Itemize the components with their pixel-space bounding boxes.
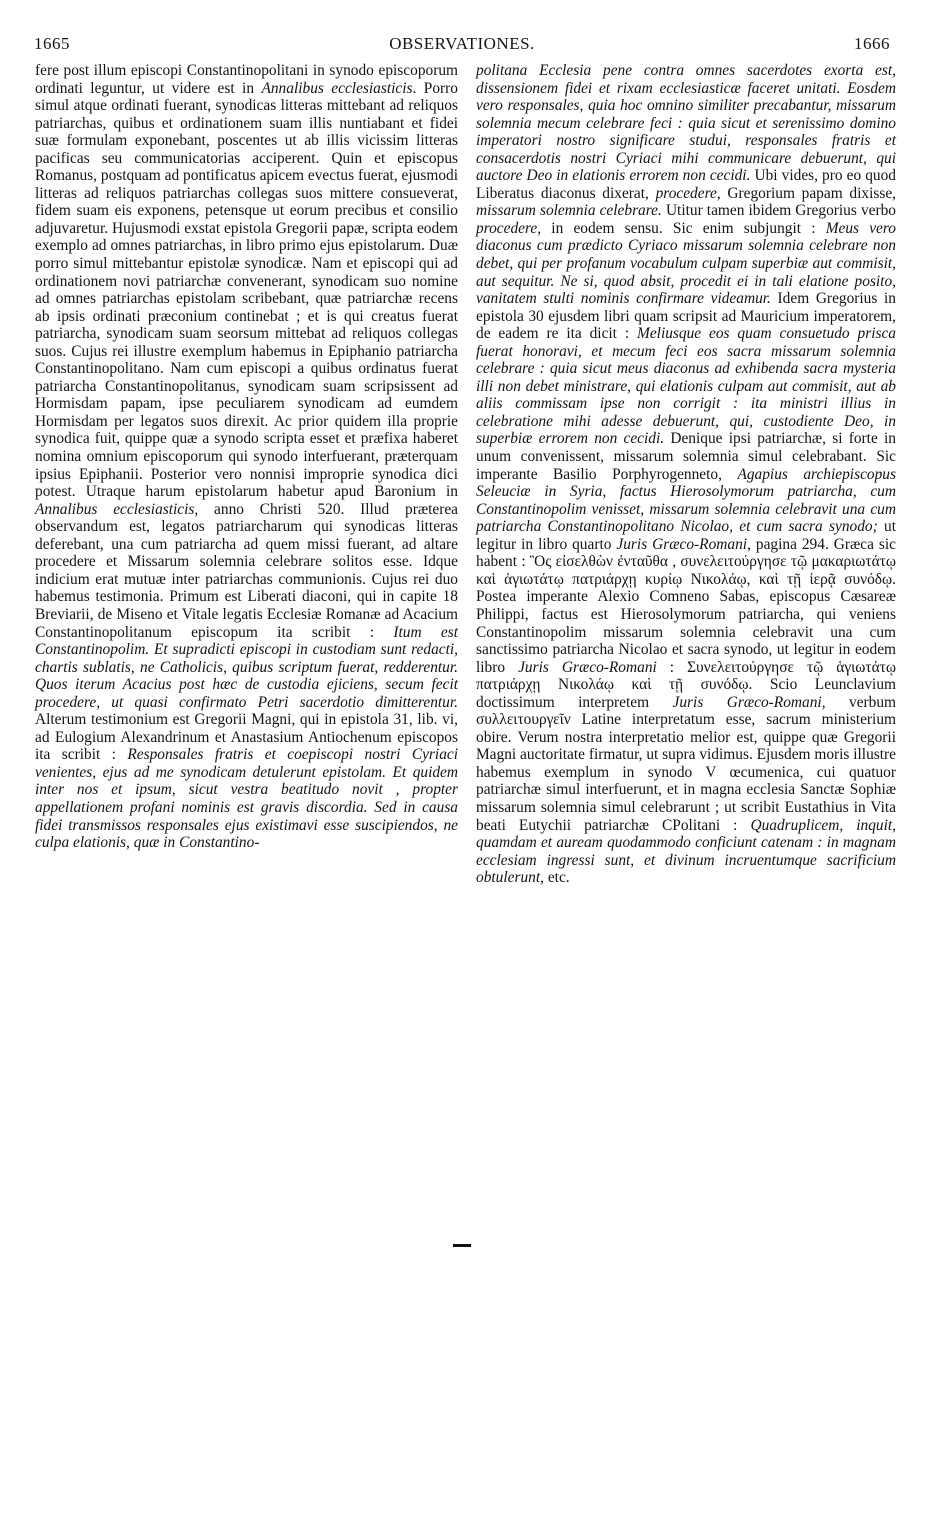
italic-run: Annalibus ecclesiasticis [261,79,413,97]
text-run: etc. [543,869,570,887]
italic-run: Meliusque eos quam consuetudo prisca fuerat honoravi, et mecum feci eos sacra missarum solemnia celebrare : quia sicut meus diaconus ad exhibenda sacra mysteria illi non debet ministrare, qui elationis culpam aut commisit, aut ab aliis commissam ipse non corrigit : ita ministri illius in celebratione mihi adesse debuerunt, qui, custodiente Deo, in superbiæ errorem non cecidi. [476,325,896,448]
text-run: , anno Christi 520. Illud præterea observandum est, legatos patriarcharum qui synodicas litteras deferebant, una cum patriarcha ad quem missi fuerant, ad altare procedere et Missarum solemnia celebrare solitos esse. Idque indicium erat mutuæ inter patriarchas communionis. Cujus rei duo habemus testimonia. Primum est Liberati diaconi, qui in capite 18 Breviarii, de Miseno et Vitale legatis Ecclesiæ Romanæ ad Acacium Constantinopolitanum episcopum ita scribit : [35,500,458,641]
running-header [34,34,890,56]
text-run: , verbum συλλειτουργεῖν Latine interpretatum esse, sacrum ministerium obire. Verum nostra interpretatio melior est, quippe quæ Gregorii Magni auctoritate firmatur, ut supra vidimus. Ejusdem moris illustre habemus exemplum in synodo V œcumenica, cui quatuor patriarchæ simul interfuerunt, et in magna ecclesia Sanctæ Sophiæ missarum solemnia simul celebrarunt ; ut scribit Eustathius in Vita beati Eutychii patriarchæ CPolitani : [476,693,897,834]
page-number-right: 1666 [854,34,890,53]
italic-run: Quadruplicem, inquit, quamdam et auream quodammodo conficiunt catenam : in magnam ecclesiam ingressi sunt, et divinum incruentumque sacrificium obtulerunt, [476,816,896,887]
italic-run: Juris Græco-Romani [672,693,822,711]
italic-run: missarum solemnia celebrare. [476,202,662,220]
italic-run: Responsales fratris et coepiscopi nostri Cyriaci venientes, ejus ad me synodicam detulerunt epistolam. Et quidem inter nos et ipsum, sicut vestra beatitudo novit , propter appellationem profani nominis est gravis discordia. Sed in causa fidei transmissos responsales ejus existimavi esse suscipiendos, ne culpa elationis, quæ in Constantino- [35,746,458,852]
text-run: Utitur tamen ibidem Gregorius verbo [661,202,896,220]
italic-run: politana Ecclesia pene contra omnes sacerdotes exorta est, dissensionem fidei et rixam ecclesiasticæ faceret unitati. Eosdem vero responsales, quia hoc omnino similiter precabantur, missarum solemnia mecum celebrare feci : quia sicut et serenissimo domino imperatori nostro significare studui, responsales fratris et consacerdotis nostri Cyriaci mihi communicare debuerunt, qui auctore Deo in elationis errorem non cecidi. [476,62,896,185]
text-run: Ubi vides, pro eo quod Liberatus diaconus dixerat, [476,167,897,202]
text-run: . Porro simul atque ordinati fuerant, synodicas litteras mittebant ad reliquos patriarchas, quibus et ordinationem suam illis nuntiabant et fidei suæ formulam exponebant, poscentes ut ab illis vicissim litteras pacificas seu communicatorias acciperent. Quin et episcopus Romanus, postquam ad pontificatus apicem evectus fuerat, ejusmodi litteras ad reliquos patriarchas collegas suos mittere consueverat, fidem suam eis exponens, petensque ut eorum precibus et consilio adjuvaretur. Hujusmodi exstat epistola Gregorii papæ, scripta eodem exemplo ad omnes patriarchas, in libro primo ejus epistolarum. Duæ porro simul mittebantur epistolæ synodicæ. Nam et episcopi qui ad ordinationem novi patriarchæ convenerant, synodicam suo nomine ad omnes patriarchas epistolam scribebant, quæ patriarchæ recens ab ipsis ordinati præconium continebat ; et is qui creatus fuerat patriarcha, synodicam suam seorsum mittebat ad reliquos collegas suos. Cujus rei illustre exemplum habemus in Epiphanio patriarcha Constantinopolitano. Nam cum episcopi a quibus ordinatus fuerat patriarcha Constantinopolitanus, synodicam suam scripsissent ad Hormisdam papam, ipse peculiarem synodicam ad eumdem Hormisdam per legatos suos direxit. Ac prior quidem illa proprie synodica fuit, quippe quæ a synodo scripta esset et præfixa haberet nomina omnium episcoporum qui synodo interfuerant, præterquam ipsius Epiphanii. Posterior vero nonnisi improprie synodica dici potest. Utraque harum epistolarum habetur apud Baronium in [35,79,458,501]
right-column-paragraph [476,62,896,887]
text-run: Alterum testimonium est Gregorii Magni, qui in epistola 31, lib. vi, ad Eulogium Alexandrinum et Anastasium Antiochenum episcopos ita scribit : [35,711,458,764]
italic-run: Juris Græco-Romani [616,535,748,553]
left-column [35,62,458,852]
text-run: : Συνελειτούργησε τῷ ἁγιωτάτῳ πατριάρχῃ Νικολάῳ καὶ τῇ συνόδῳ. Scio Leunclavium doctissimum interpretem [476,658,896,711]
right-column [476,62,896,887]
text-run: , in eodem sensu. Sic enim subjungit : [537,219,826,237]
italic-run: Meus vero diaconus cum prædicto Cyriaco missarum solemnia celebrare non debet, qui per profanum vocabulum culpam superbiæ aut commisit, aut sequitur. Ne si, quod absit, procedit ei in tali elatione posito, vanitatem stulti nominis confirmare videamur. [476,219,896,308]
running-title: OBSERVATIONES. [389,34,535,53]
text-run: fere post illum episcopi Constantinopolitani in synodo episcoporum ordinati leguntur, ut videre est in [35,62,458,97]
text-run: , pagina 294. Græca sic habent : Ὃς εἰσελθὼν ἐνταῦθα , συνελειτούργησε τῷ μακαριωτάτῳ καὶ ἁγιωτάτῳ πατριάρχῃ κυρίῳ Νικολάῳ, καὶ τῇ ἱερᾷ συνόδῳ. Postea imperante Alexio Comneno Sabas, episcopus Cæsareæ Philippi, factus est Hierosolymorum patriarcha, qui veniens Constantinopolim missarum solemnia celebravit una cum sanctissimo patriarcha Nicolao et sacra synodo, ut legitur in eodem libro [476,535,896,676]
page-number-left: 1665 [34,34,70,53]
italic-run: procedere [655,184,717,202]
end-ornament [453,1244,471,1247]
text-run: ut legitur in libro quarto [476,518,896,553]
text-run: Idem Gregorius in epistola 30 ejusdem libri quam scripsit ad Mauricium imperatorem, de eadem re ita dicit : [476,290,896,343]
italic-run: procedere [476,219,538,237]
italic-run: Juris Græco-Romani [518,658,657,676]
italic-run: Agapius archiepiscopus Seleuciæ in Syria, factus Hierosolymorum patriarcha, cum Constantinopolim venisset, missarum solemnia celebravit una cum patriarcha Constantinopolitano Nicolao, et cum sacra synodo; [476,465,896,536]
italic-run: Itum est Constantinopolim. Et supradicti episcopi in custodiam sunt redacti, chartis sublatis, ne Catholicis, quibus scriptum fuerat, redderentur. Quos iterum Acacius post hæc de custodia ejiciens, secum fecit procedere, ut quasi confirmato Petri sacerdotio dimitterentur. [35,623,458,711]
left-column-paragraph [35,62,458,852]
italic-run: Annalibus ecclesiasticis [35,500,195,518]
text-run: Denique ipsi patriarchæ, si forte in unum convenissent, missarum solemnia simul celebrabant. Sic imperante Basilio Porphyrogenneto, [476,430,896,483]
text-run: , Gregorium papam dixisse, [716,184,896,202]
